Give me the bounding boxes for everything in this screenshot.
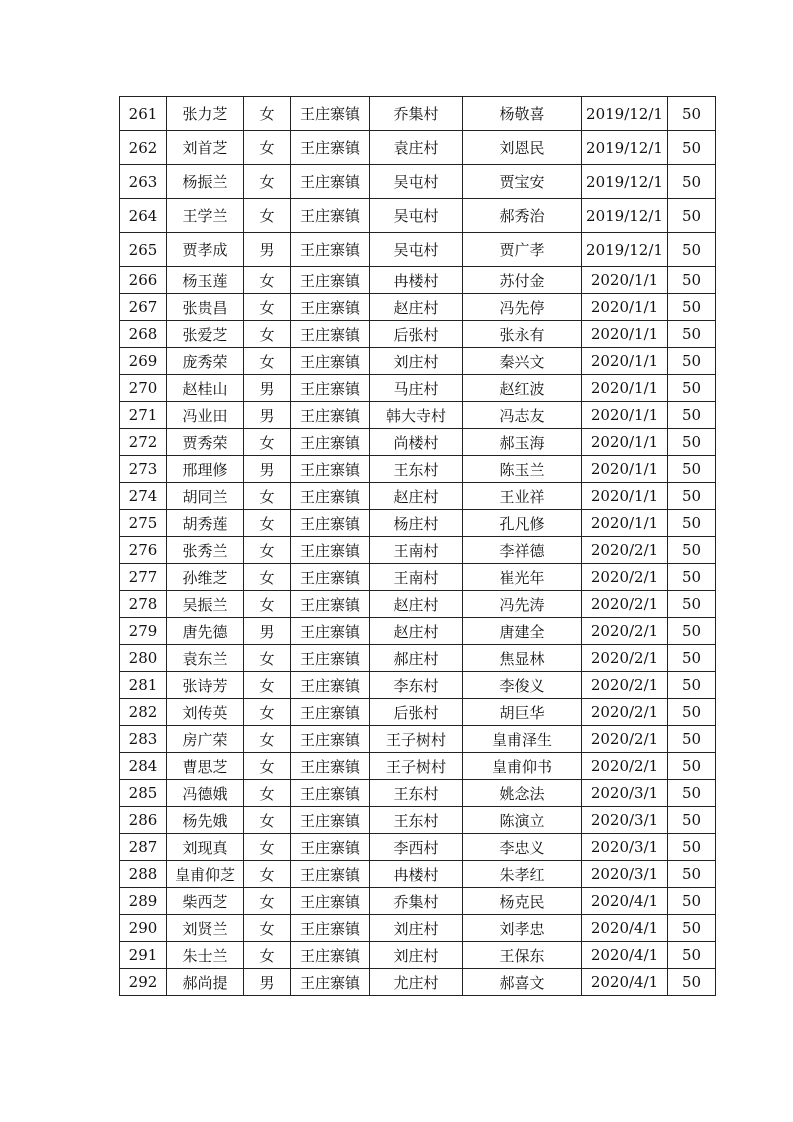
cell-village: 王东村: [370, 807, 463, 834]
cell-date: 2020/4/1: [582, 969, 668, 996]
cell-amount: 50: [668, 780, 716, 807]
table-row: [120, 780, 716, 807]
cell-date: 2020/4/1: [582, 888, 668, 915]
cell-amount: 50: [668, 510, 716, 537]
cell-amount: 50: [668, 348, 716, 375]
cell-name: 胡秀莲: [167, 510, 244, 537]
table-row: [120, 510, 716, 537]
cell-date: 2020/1/1: [582, 267, 668, 294]
cell-agent: 刘恩民: [463, 131, 582, 165]
cell-agent: 唐建全: [463, 618, 582, 645]
cell-village: 后张村: [370, 321, 463, 348]
table-row: [120, 564, 716, 591]
cell-name: 张秀兰: [167, 537, 244, 564]
cell-no: 279: [120, 618, 167, 645]
cell-date: 2019/12/1: [582, 233, 668, 267]
cell-village: 尚楼村: [370, 429, 463, 456]
cell-village: 马庄村: [370, 375, 463, 402]
cell-agent: 李俊义: [463, 672, 582, 699]
cell-no: 278: [120, 591, 167, 618]
table-row: [120, 537, 716, 564]
cell-village: 冉楼村: [370, 267, 463, 294]
cell-name: 杨玉莲: [167, 267, 244, 294]
table-row: [120, 672, 716, 699]
roster-body: [120, 97, 716, 996]
cell-sex: 女: [244, 942, 291, 969]
cell-town: 王庄寨镇: [291, 483, 370, 510]
cell-amount: 50: [668, 915, 716, 942]
cell-amount: 50: [668, 321, 716, 348]
cell-amount: 50: [668, 402, 716, 429]
table-row: [120, 97, 716, 131]
cell-village: 赵庄村: [370, 294, 463, 321]
cell-town: 王庄寨镇: [291, 780, 370, 807]
cell-agent: 张永有: [463, 321, 582, 348]
cell-village: 赵庄村: [370, 591, 463, 618]
cell-no: 282: [120, 699, 167, 726]
cell-date: 2020/2/1: [582, 753, 668, 780]
cell-sex: 女: [244, 321, 291, 348]
table-row: [120, 402, 716, 429]
cell-sex: 女: [244, 780, 291, 807]
cell-date: 2020/3/1: [582, 861, 668, 888]
cell-name: 唐先德: [167, 618, 244, 645]
cell-agent: 李祥德: [463, 537, 582, 564]
cell-no: 270: [120, 375, 167, 402]
cell-town: 王庄寨镇: [291, 348, 370, 375]
table-row: [120, 456, 716, 483]
cell-agent: 郝玉海: [463, 429, 582, 456]
cell-no: 261: [120, 97, 167, 131]
cell-date: 2020/2/1: [582, 726, 668, 753]
cell-sex: 女: [244, 753, 291, 780]
cell-date: 2020/4/1: [582, 915, 668, 942]
cell-town: 王庄寨镇: [291, 456, 370, 483]
cell-amount: 50: [668, 233, 716, 267]
cell-no: 262: [120, 131, 167, 165]
cell-date: 2020/2/1: [582, 564, 668, 591]
cell-town: 王庄寨镇: [291, 834, 370, 861]
cell-town: 王庄寨镇: [291, 618, 370, 645]
cell-amount: 50: [668, 429, 716, 456]
cell-agent: 朱孝红: [463, 861, 582, 888]
table-row: [120, 267, 716, 294]
cell-amount: 50: [668, 834, 716, 861]
table-row: [120, 915, 716, 942]
cell-amount: 50: [668, 888, 716, 915]
cell-sex: 男: [244, 969, 291, 996]
cell-name: 刘现真: [167, 834, 244, 861]
cell-sex: 女: [244, 645, 291, 672]
cell-no: 276: [120, 537, 167, 564]
cell-sex: 女: [244, 807, 291, 834]
cell-name: 冯德娥: [167, 780, 244, 807]
table-row: [120, 726, 716, 753]
table-row: [120, 699, 716, 726]
cell-sex: 男: [244, 618, 291, 645]
cell-no: 285: [120, 780, 167, 807]
cell-village: 冉楼村: [370, 861, 463, 888]
cell-amount: 50: [668, 483, 716, 510]
cell-name: 张诗芳: [167, 672, 244, 699]
cell-no: 290: [120, 915, 167, 942]
cell-amount: 50: [668, 97, 716, 131]
cell-town: 王庄寨镇: [291, 672, 370, 699]
cell-village: 王南村: [370, 564, 463, 591]
cell-town: 王庄寨镇: [291, 510, 370, 537]
cell-village: 刘庄村: [370, 915, 463, 942]
cell-agent: 陈演立: [463, 807, 582, 834]
cell-amount: 50: [668, 645, 716, 672]
cell-village: 郝庄村: [370, 645, 463, 672]
table-row: [120, 618, 716, 645]
cell-village: 赵庄村: [370, 618, 463, 645]
cell-town: 王庄寨镇: [291, 294, 370, 321]
cell-no: 292: [120, 969, 167, 996]
cell-agent: 赵红波: [463, 375, 582, 402]
cell-village: 后张村: [370, 699, 463, 726]
cell-date: 2020/1/1: [582, 456, 668, 483]
cell-sex: 男: [244, 375, 291, 402]
cell-agent: 郝喜文: [463, 969, 582, 996]
cell-date: 2020/1/1: [582, 294, 668, 321]
cell-sex: 女: [244, 294, 291, 321]
cell-date: 2020/2/1: [582, 645, 668, 672]
cell-name: 刘首芝: [167, 131, 244, 165]
cell-amount: 50: [668, 942, 716, 969]
cell-no: 284: [120, 753, 167, 780]
cell-date: 2020/1/1: [582, 483, 668, 510]
cell-town: 王庄寨镇: [291, 915, 370, 942]
cell-no: 288: [120, 861, 167, 888]
cell-amount: 50: [668, 672, 716, 699]
cell-date: 2019/12/1: [582, 131, 668, 165]
cell-amount: 50: [668, 165, 716, 199]
cell-sex: 女: [244, 131, 291, 165]
cell-no: 265: [120, 233, 167, 267]
cell-village: 王南村: [370, 537, 463, 564]
cell-amount: 50: [668, 969, 716, 996]
cell-date: 2019/12/1: [582, 165, 668, 199]
cell-town: 王庄寨镇: [291, 564, 370, 591]
table-row: [120, 969, 716, 996]
cell-no: 287: [120, 834, 167, 861]
cell-date: 2020/3/1: [582, 780, 668, 807]
cell-village: 杨庄村: [370, 510, 463, 537]
cell-sex: 男: [244, 402, 291, 429]
cell-no: 271: [120, 402, 167, 429]
cell-town: 王庄寨镇: [291, 645, 370, 672]
cell-agent: 王保东: [463, 942, 582, 969]
cell-name: 房广荣: [167, 726, 244, 753]
cell-village: 吴屯村: [370, 199, 463, 233]
cell-sex: 女: [244, 97, 291, 131]
cell-name: 张贵昌: [167, 294, 244, 321]
table-row: [120, 429, 716, 456]
cell-date: 2020/1/1: [582, 510, 668, 537]
cell-name: 杨先娥: [167, 807, 244, 834]
table-row: [120, 165, 716, 199]
cell-amount: 50: [668, 753, 716, 780]
cell-sex: 男: [244, 456, 291, 483]
cell-town: 王庄寨镇: [291, 969, 370, 996]
cell-no: 286: [120, 807, 167, 834]
cell-agent: 孔凡修: [463, 510, 582, 537]
cell-town: 王庄寨镇: [291, 591, 370, 618]
table-row: [120, 645, 716, 672]
cell-agent: 刘孝忠: [463, 915, 582, 942]
cell-sex: 女: [244, 537, 291, 564]
cell-no: 275: [120, 510, 167, 537]
table-row: [120, 834, 716, 861]
cell-date: 2020/1/1: [582, 402, 668, 429]
cell-sex: 女: [244, 591, 291, 618]
cell-amount: 50: [668, 294, 716, 321]
cell-no: 272: [120, 429, 167, 456]
cell-no: 274: [120, 483, 167, 510]
cell-town: 王庄寨镇: [291, 97, 370, 131]
cell-village: 尤庄村: [370, 969, 463, 996]
cell-sex: 女: [244, 672, 291, 699]
cell-no: 291: [120, 942, 167, 969]
cell-date: 2020/1/1: [582, 321, 668, 348]
cell-agent: 郝秀治: [463, 199, 582, 233]
cell-town: 王庄寨镇: [291, 321, 370, 348]
table-row: [120, 348, 716, 375]
cell-agent: 胡巨华: [463, 699, 582, 726]
table-row: [120, 233, 716, 267]
cell-village: 乔集村: [370, 97, 463, 131]
cell-date: 2020/1/1: [582, 429, 668, 456]
cell-agent: 皇甫仰书: [463, 753, 582, 780]
cell-town: 王庄寨镇: [291, 753, 370, 780]
cell-amount: 50: [668, 699, 716, 726]
cell-agent: 皇甫泽生: [463, 726, 582, 753]
cell-no: 281: [120, 672, 167, 699]
cell-agent: 秦兴文: [463, 348, 582, 375]
cell-name: 庞秀荣: [167, 348, 244, 375]
cell-town: 王庄寨镇: [291, 942, 370, 969]
cell-date: 2020/2/1: [582, 672, 668, 699]
cell-name: 贾孝成: [167, 233, 244, 267]
cell-no: 277: [120, 564, 167, 591]
table-row: [120, 483, 716, 510]
cell-date: 2020/4/1: [582, 942, 668, 969]
cell-sex: 男: [244, 233, 291, 267]
table-row: [120, 888, 716, 915]
cell-name: 邢理修: [167, 456, 244, 483]
cell-agent: 崔光年: [463, 564, 582, 591]
cell-no: 289: [120, 888, 167, 915]
cell-town: 王庄寨镇: [291, 267, 370, 294]
cell-date: 2020/3/1: [582, 807, 668, 834]
cell-agent: 贾广孝: [463, 233, 582, 267]
cell-sex: 女: [244, 165, 291, 199]
table-row: [120, 375, 716, 402]
cell-name: 柴西芝: [167, 888, 244, 915]
cell-name: 贾秀荣: [167, 429, 244, 456]
roster-table: [119, 96, 716, 996]
cell-town: 王庄寨镇: [291, 402, 370, 429]
cell-village: 吴屯村: [370, 233, 463, 267]
cell-name: 杨振兰: [167, 165, 244, 199]
cell-amount: 50: [668, 861, 716, 888]
cell-no: 283: [120, 726, 167, 753]
cell-town: 王庄寨镇: [291, 131, 370, 165]
cell-no: 264: [120, 199, 167, 233]
cell-town: 王庄寨镇: [291, 726, 370, 753]
cell-name: 吴振兰: [167, 591, 244, 618]
cell-amount: 50: [668, 456, 716, 483]
cell-no: 273: [120, 456, 167, 483]
cell-village: 刘庄村: [370, 348, 463, 375]
cell-sex: 女: [244, 699, 291, 726]
cell-town: 王庄寨镇: [291, 199, 370, 233]
cell-date: 2020/2/1: [582, 591, 668, 618]
table-row: [120, 321, 716, 348]
cell-sex: 女: [244, 429, 291, 456]
cell-town: 王庄寨镇: [291, 429, 370, 456]
table-row: [120, 591, 716, 618]
cell-amount: 50: [668, 591, 716, 618]
cell-date: 2019/12/1: [582, 199, 668, 233]
cell-sex: 女: [244, 510, 291, 537]
cell-agent: 李忠义: [463, 834, 582, 861]
cell-village: 赵庄村: [370, 483, 463, 510]
cell-sex: 女: [244, 564, 291, 591]
table-row: [120, 294, 716, 321]
cell-agent: 苏付金: [463, 267, 582, 294]
cell-sex: 女: [244, 861, 291, 888]
cell-date: 2020/1/1: [582, 375, 668, 402]
cell-village: 李西村: [370, 834, 463, 861]
cell-village: 李东村: [370, 672, 463, 699]
cell-sex: 女: [244, 915, 291, 942]
cell-no: 280: [120, 645, 167, 672]
cell-sex: 女: [244, 267, 291, 294]
cell-town: 王庄寨镇: [291, 165, 370, 199]
cell-date: 2020/2/1: [582, 699, 668, 726]
cell-village: 乔集村: [370, 888, 463, 915]
cell-amount: 50: [668, 564, 716, 591]
cell-sex: 女: [244, 834, 291, 861]
cell-amount: 50: [668, 726, 716, 753]
table-row: [120, 861, 716, 888]
table-row: [120, 753, 716, 780]
cell-amount: 50: [668, 807, 716, 834]
cell-amount: 50: [668, 618, 716, 645]
cell-sex: 女: [244, 483, 291, 510]
table-row: [120, 199, 716, 233]
cell-village: 王子树村: [370, 753, 463, 780]
cell-town: 王庄寨镇: [291, 888, 370, 915]
cell-amount: 50: [668, 375, 716, 402]
cell-amount: 50: [668, 199, 716, 233]
cell-agent: 姚念法: [463, 780, 582, 807]
cell-no: 263: [120, 165, 167, 199]
cell-village: 吴屯村: [370, 165, 463, 199]
cell-agent: 冯先停: [463, 294, 582, 321]
cell-agent: 杨克民: [463, 888, 582, 915]
cell-no: 268: [120, 321, 167, 348]
cell-village: 王东村: [370, 780, 463, 807]
cell-town: 王庄寨镇: [291, 699, 370, 726]
cell-name: 郝尚提: [167, 969, 244, 996]
cell-agent: 焦显林: [463, 645, 582, 672]
cell-name: 刘贤兰: [167, 915, 244, 942]
cell-town: 王庄寨镇: [291, 537, 370, 564]
table-row: [120, 131, 716, 165]
cell-agent: 陈玉兰: [463, 456, 582, 483]
cell-amount: 50: [668, 267, 716, 294]
cell-date: 2020/2/1: [582, 618, 668, 645]
cell-village: 刘庄村: [370, 942, 463, 969]
cell-no: 269: [120, 348, 167, 375]
cell-name: 张爱芝: [167, 321, 244, 348]
cell-date: 2020/2/1: [582, 537, 668, 564]
cell-no: 267: [120, 294, 167, 321]
cell-name: 赵桂山: [167, 375, 244, 402]
cell-date: 2020/3/1: [582, 834, 668, 861]
cell-name: 曹思芝: [167, 753, 244, 780]
cell-date: 2019/12/1: [582, 97, 668, 131]
cell-name: 刘传英: [167, 699, 244, 726]
table-row: [120, 942, 716, 969]
cell-name: 孙维芝: [167, 564, 244, 591]
cell-name: 冯业田: [167, 402, 244, 429]
cell-name: 皇甫仰芝: [167, 861, 244, 888]
cell-village: 王子树村: [370, 726, 463, 753]
cell-name: 朱士兰: [167, 942, 244, 969]
cell-agent: 冯志友: [463, 402, 582, 429]
cell-sex: 女: [244, 199, 291, 233]
cell-amount: 50: [668, 131, 716, 165]
cell-village: 韩大寺村: [370, 402, 463, 429]
cell-amount: 50: [668, 537, 716, 564]
cell-name: 张力芝: [167, 97, 244, 131]
cell-name: 王学兰: [167, 199, 244, 233]
cell-agent: 王业祥: [463, 483, 582, 510]
cell-village: 王东村: [370, 456, 463, 483]
cell-agent: 杨敬喜: [463, 97, 582, 131]
cell-town: 王庄寨镇: [291, 233, 370, 267]
cell-town: 王庄寨镇: [291, 807, 370, 834]
table-row: [120, 807, 716, 834]
cell-name: 袁东兰: [167, 645, 244, 672]
cell-sex: 女: [244, 348, 291, 375]
cell-sex: 女: [244, 888, 291, 915]
cell-no: 266: [120, 267, 167, 294]
cell-date: 2020/1/1: [582, 348, 668, 375]
cell-name: 胡同兰: [167, 483, 244, 510]
cell-agent: 冯先涛: [463, 591, 582, 618]
cell-sex: 女: [244, 726, 291, 753]
cell-village: 袁庄村: [370, 131, 463, 165]
cell-agent: 贾宝安: [463, 165, 582, 199]
cell-town: 王庄寨镇: [291, 375, 370, 402]
cell-town: 王庄寨镇: [291, 861, 370, 888]
